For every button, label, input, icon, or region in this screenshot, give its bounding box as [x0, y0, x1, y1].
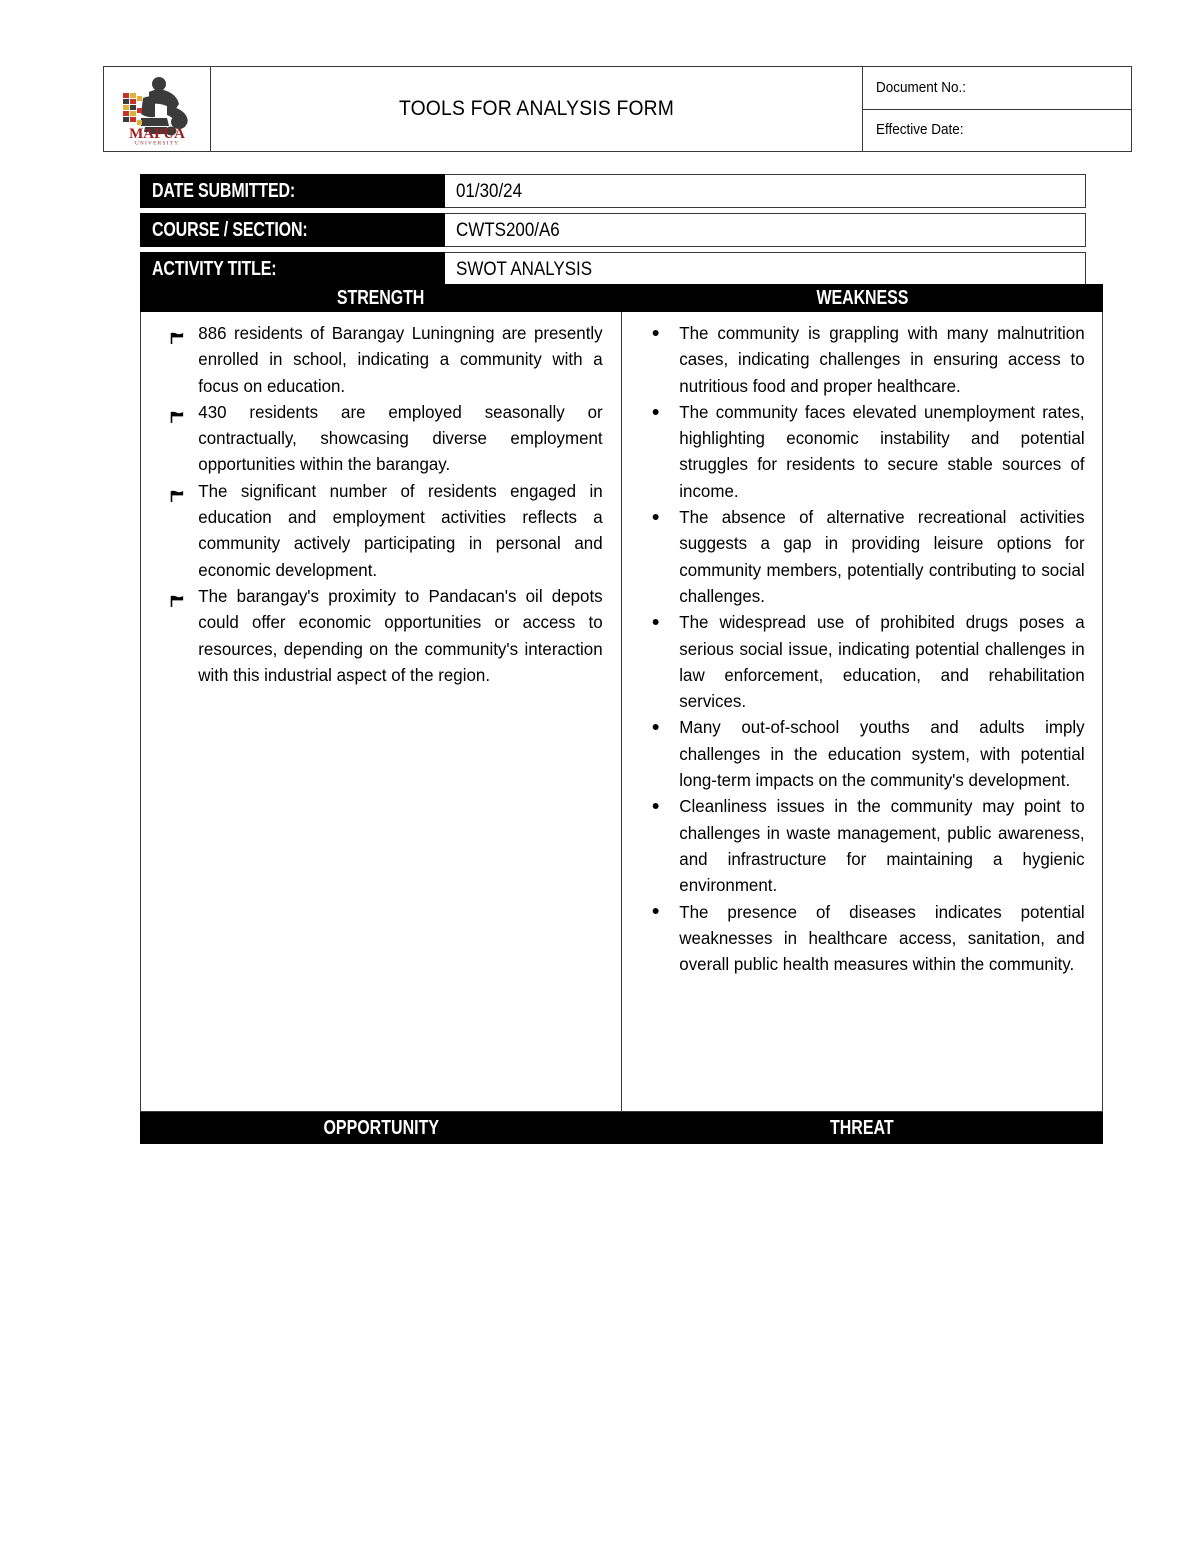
weakness-item-text: The absence of alternative recreational activities suggests a gap in providing leisure options for community members, potentially contributing to social challenges. [678, 507, 1085, 606]
round-bullet-icon [652, 724, 658, 730]
strength-bullet [170, 583, 192, 609]
activity-title-value: SWOT ANALYSIS [456, 257, 593, 280]
course-section-value: CWTS200/A6 [456, 218, 560, 241]
weakness-header-label: WEAKNESS [816, 286, 909, 309]
strength-item-text: 886 residents of Barangay Luningning are presently enrolled in school, indicating a community with a focus on education. [198, 323, 603, 396]
strength-column [141, 312, 622, 1111]
weakness-bullet [650, 320, 672, 346]
round-bullet-icon [652, 330, 658, 336]
swot-body [140, 312, 1103, 1112]
threat-header-cell [622, 1112, 1104, 1144]
threat-header-label: THREAT [830, 1116, 895, 1139]
strength-item [152, 583, 603, 688]
weakness-bullet [650, 899, 672, 925]
date-submitted-value: 01/30/24 [456, 179, 523, 202]
logo-wordmark: MAPUA [129, 126, 185, 142]
weakness-header-cell [622, 284, 1104, 312]
activity-title-label-cell [140, 252, 445, 286]
flag-bullet-icon [170, 326, 185, 339]
weakness-bullet [650, 609, 672, 635]
course-section-label: COURSE / SECTION: [152, 218, 308, 241]
round-bullet-icon [652, 803, 658, 809]
course-section-label-cell [140, 213, 445, 247]
strength-bullet [170, 320, 192, 346]
activity-title-label: ACTIVITY TITLE: [152, 257, 277, 280]
course-section-field[interactable] [445, 213, 1086, 247]
course-section-row [140, 213, 1086, 247]
round-bullet-icon [652, 409, 658, 415]
weakness-item [633, 399, 1085, 504]
weakness-column [622, 312, 1103, 1111]
weakness-item-text: The community faces elevated unemployment rates, highlighting economic instability and potential struggles for residents to secure stable sources of income. [678, 401, 1085, 501]
strength-item [152, 320, 603, 399]
round-bullet-icon [652, 619, 658, 625]
weakness-item-text: The widespread use of prohibited drugs poses a serious social issue, indicating potential challenges in law enforcement, education, and rehabilitation services. [678, 612, 1085, 712]
swot-bottom-header-bar [140, 1112, 1103, 1144]
flag-bullet-icon [170, 484, 185, 497]
strength-item-text: 430 residents are employed seasonally or contractually, showcasing diverse employment opportunities within the barangay. [198, 401, 603, 475]
logo-cell [104, 67, 211, 151]
flag-bullet-icon [170, 589, 185, 602]
strength-header-label: STRENGTH [337, 286, 425, 309]
strength-item [152, 478, 603, 583]
opportunity-header-label: OPPORTUNITY [322, 1116, 439, 1139]
effective-date-label: Effective Date: [876, 122, 964, 139]
effective-date-row [863, 110, 1131, 152]
swot-table [140, 284, 1103, 1144]
weakness-bullet [650, 793, 672, 819]
activity-title-field[interactable] [445, 252, 1086, 286]
flag-bullet-icon [170, 405, 185, 418]
round-bullet-icon [652, 514, 658, 520]
weakness-item [633, 504, 1085, 609]
weakness-bullet [650, 399, 672, 425]
strength-bullet [170, 399, 192, 425]
weakness-bullet [650, 714, 672, 740]
form-title: TOOLS FOR ANALYSIS FORM [398, 97, 675, 120]
date-submitted-row [140, 174, 1086, 208]
weakness-item [633, 793, 1085, 898]
document-no-label: Document No.: [876, 79, 966, 96]
form-title-cell [211, 67, 863, 151]
strength-item-text: The significant number of residents engaged in education and employment activities reflects a community actively participating in personal and economic development. [198, 480, 603, 580]
strength-list [152, 320, 610, 688]
weakness-item-text: The community is grappling with many malnutrition cases, indicating challenges in ensuring access to nutritious food and proper healthcare. [678, 323, 1085, 396]
strength-header-cell [140, 284, 622, 312]
date-submitted-field[interactable] [445, 174, 1086, 208]
mapua-logo-icon [109, 72, 205, 146]
document-no-row [863, 67, 1131, 110]
swot-top-header-bar [140, 284, 1103, 312]
weakness-item [633, 714, 1085, 793]
activity-title-row [140, 252, 1086, 286]
document-header-table [103, 66, 1132, 152]
weakness-item [633, 899, 1085, 978]
strength-bullet [170, 478, 192, 504]
weakness-bullet [650, 504, 672, 530]
weakness-item [633, 320, 1085, 399]
strength-item-text: The barangay's proximity to Pandacan's oil depots could offer economic opportunities or access to resources, depending on the community's interaction with this industrial aspect of the region. [198, 585, 603, 685]
opportunity-header-cell [140, 1112, 622, 1144]
mapua-logo [109, 72, 205, 146]
date-submitted-label: DATE SUBMITTED: [152, 179, 296, 202]
weakness-item-text: Many out-of-school youths and adults imply challenges in the education system, with potential long-term impacts on the community's development. [678, 717, 1085, 791]
weakness-item [633, 609, 1085, 714]
weakness-item-text: The presence of diseases indicates potential weaknesses in healthcare access, sanitation, and overall public health measures within the community. [678, 901, 1085, 975]
weakness-item-text: Cleanliness issues in the community may point to challenges in waste management, public awareness, and infrastructure for maintaining a hygienic environment. [678, 796, 1085, 896]
weakness-list [633, 320, 1092, 977]
date-submitted-label-cell [140, 174, 445, 208]
round-bullet-icon [652, 908, 658, 914]
logo-subtext: UNIVERSITY [134, 140, 180, 146]
document-meta-cell [863, 67, 1131, 151]
strength-item [152, 399, 603, 478]
